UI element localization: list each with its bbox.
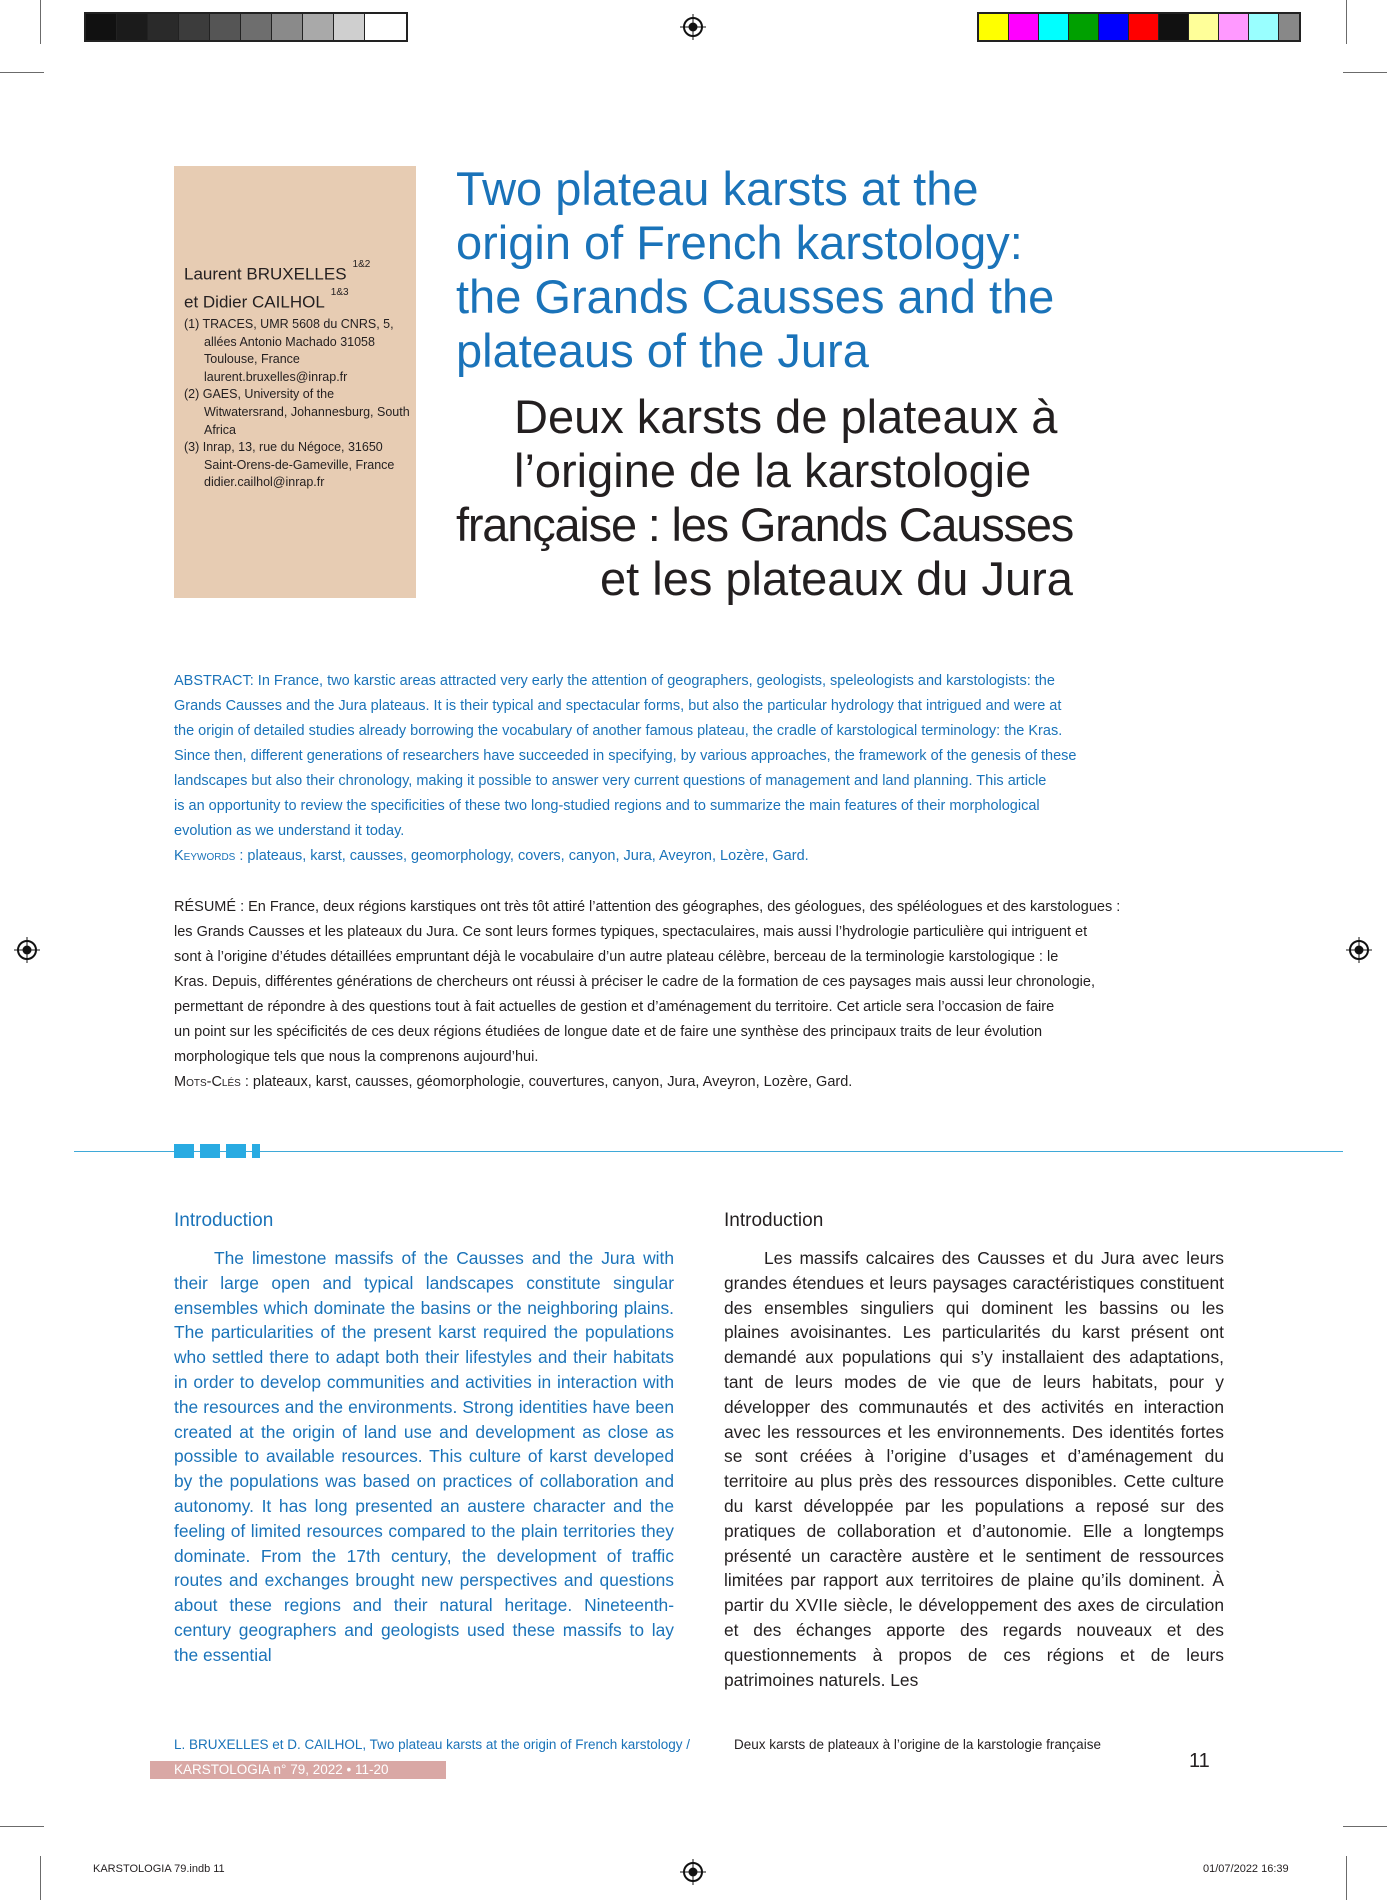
crop-mark [1343,72,1387,73]
divider-blocks [174,1144,260,1158]
registration-mark-icon [1346,937,1372,963]
body-paragraph: Les massifs calcaires des Causses et du Jura avec leurs grandes étendues et leurs paysages caractéristiques constituent des ensembles singuliers qui dominent les bassins ou les plaines avoisinantes. Les particularités du karst présent ont demandé aux populations qui s’y installaient des adaptations, tant de leurs modes de vie que de leurs habitats, pour y développer des communautés et des activités en interaction avec les ressources et les environnements. Des identités fortes se sont créées à l’origine d’usages et d’aménagement du territoire au plus près des ressources disponibles. Cette culture du karst développée par les populations a reposé sur des pratiques de collaboration et d’autonomie. Elle a longtemps présenté un caractère austère et le sentiment de ressources limitées par rapport aux territoires de plaine qu’ils dominent. À partir du XVIIe siècle, le développement des axes de circulation et des échanges apporte des regards nouveaux et des questionnements à propos de ces régions et de leurs patrimoines naturels. Les [724,1248,1224,1690]
section-divider [74,1151,1343,1152]
crop-mark [40,0,41,44]
footer-citation [174,1737,1101,1752]
crop-mark [1343,1826,1387,1827]
title-english-line: Two plateau karsts at the [456,162,979,215]
body-column-english [174,1208,674,1668]
abstract-line: is an opportunity to review the specificities of these two long-studied regions and to summarize the main features of their morphological [174,798,1040,814]
affiliation-1: (1) TRACES, UMR 5608 du CNRS, 5, allées Antonio Machado 31058 Toulouse, France laurent.bruxelles@inrap.fr [184,317,394,384]
affiliations [184,316,412,492]
author-2: et Didier CAILHOL [184,292,325,312]
crop-mark [40,1856,41,1900]
title-english-line: plateaus of the Jura [456,324,869,377]
crop-mark [1346,0,1347,44]
title-french-line: Deux karsts de plateaux à [514,390,1058,443]
resume-line: Kras. Depuis, différentes générations de chercheurs ont réussi à préciser le cadre de la formation de ces paysages mais aussi leur chronologie, [174,974,1095,990]
title-english-line: origin of French karstology: [456,216,1023,269]
body-column-french [724,1208,1224,1692]
grayscale-calibration-bar [84,12,408,42]
abstract-french [174,895,1210,1095]
author-names [184,259,370,314]
resume-line: RÉSUMÉ : En France, deux régions karstiques ont très tôt attiré l’attention des géographes, des géologues, des spéléologues et des karstologues : [174,899,1121,915]
title-french-line: française : les Grands Causses [456,498,1074,551]
abstract-english [174,669,1210,869]
affiliation-2: (2) GAES, University of the Witwatersrand, Johannesburg, South Africa [184,387,410,437]
section-heading: Introduction [724,1210,824,1231]
affiliation-3: (3) Inrap, 13, rue du Négoce, 31650 Saint-Orens-de-Gameville, France didier.cailhol@inrap.fr [184,440,395,490]
citation-english: L. BRUXELLES et D. CAILHOL, Two plateau karsts at the origin of French karstology / [174,1737,690,1752]
keywords-french [174,1070,1210,1095]
abstract-line: Grands Causses and the Jura plateaus. It is their typical and spectacular forms, but also the particular hydrology that intrigued and were at [174,698,1062,714]
abstract-line: landscapes but also their chronology, making it possible to answer very current questions of management and land planning. This article [174,773,1047,789]
title-french-line: l’origine de la karstologie [514,444,1032,497]
color-calibration-bar [977,12,1301,42]
author-1: Laurent BRUXELLES [184,264,347,284]
resume-line: les Grands Causses et les plateaux du Jura. Ce sont leurs formes typiques, spectaculaires, mais aussi l’hydrologie particulière qui intriguent et [174,924,1088,940]
registration-mark-icon [14,937,40,963]
abstract-line: Since then, different generations of researchers have succeeded in specifying, by various approaches, the framework of the genesis of these [174,748,1077,764]
registration-mark-icon [680,14,706,40]
title-english [456,162,1096,378]
resume-line: morphologique tels que nous la comprenons aujourd’hui. [174,1049,539,1065]
resume-line: sont à l’origine d’études détaillées empruntant déjà le vocabulaire d’un autre plateau célèbre, berceau de la terminologie karstologique : le [174,949,1059,965]
title-french-line: et les plateaux du Jura [600,552,1073,605]
author-box [174,166,416,598]
print-slug-date: 01/07/2022 16:39 [1203,1863,1289,1875]
resume-line: permettant de répondre à des questions tout à fait actuelles de gestion et d’aménagement du territoire. Cet article sera l’occasion de faire [174,999,1055,1015]
section-heading: Introduction [174,1210,274,1231]
abstract-line: evolution as we understand it today. [174,823,405,839]
crop-mark [0,1826,44,1827]
abstract-line: ABSTRACT: In France, two karstic areas attracted very early the attention of geographers, geologists, speleologists and karstologists: the [174,673,1055,689]
title-french [456,390,1096,606]
resume-line: un point sur les spécificités de ces deux régions étudiées de longue date et de faire une synthèse des principaux traits de leur évolution [174,1024,1043,1040]
registration-mark-icon [680,1859,706,1885]
author-1-affiliation-ref: 1&2 [352,259,371,270]
citation-french: Deux karsts de plateaux à l’origine de la karstologie française [734,1737,1101,1752]
abstract-line: the origin of detailed studies already borrowing the vocabulary of another famous plateau, the cradle of karstological terminology: the Kras. [174,723,1063,739]
keywords-label: Keywords [174,848,236,864]
author-2-affiliation-ref: 1&3 [330,286,349,298]
crop-mark [1346,1856,1347,1900]
crop-mark [0,72,44,73]
keywords-list: : plateaus, karst, causses, geomorphology, covers, canyon, Jura, Aveyron, Lozère, Gard. [235,848,809,864]
body-paragraph: The limestone massifs of the Causses and the Jura with their large open and typical landscapes constitute singular ensembles which dominate the basins or the neighboring plains. The particularities of the present karst required the populations who settled there to adapt both their lifestyles and their habitats in order to develop communities and activities in interaction with the resources and the environments. Strong identities have been created at the origin of land use and development as close as possible to available resources. This culture of karst developed by the populations was based on practices of collaboration and autonomy. It has long presented an austere character and the feeling of limited resources compared to the plain territories they dominate. From the 17th century, the development of traffic routes and exchanges brought new perspectives and questions about these regions and their natural heritage. Nineteenth-century geographers and geologists used these massifs to lay the essential [174,1248,674,1665]
mots-cles-label: Mots-Clés [174,1074,241,1090]
journal-band: KARSTOLOGIA n° 79, 2022 • 11-20 [150,1761,446,1779]
mots-cles-list: : plateaux, karst, causses, géomorphologie, couvertures, canyon, Jura, Aveyron, Lozère, Gard. [240,1074,853,1090]
print-slug-file: KARSTOLOGIA 79.indb 11 [93,1863,225,1875]
title-english-line: the Grands Causses and the [456,270,1055,323]
page-number: 11 [1189,1750,1210,1772]
keywords-english [174,844,1210,869]
